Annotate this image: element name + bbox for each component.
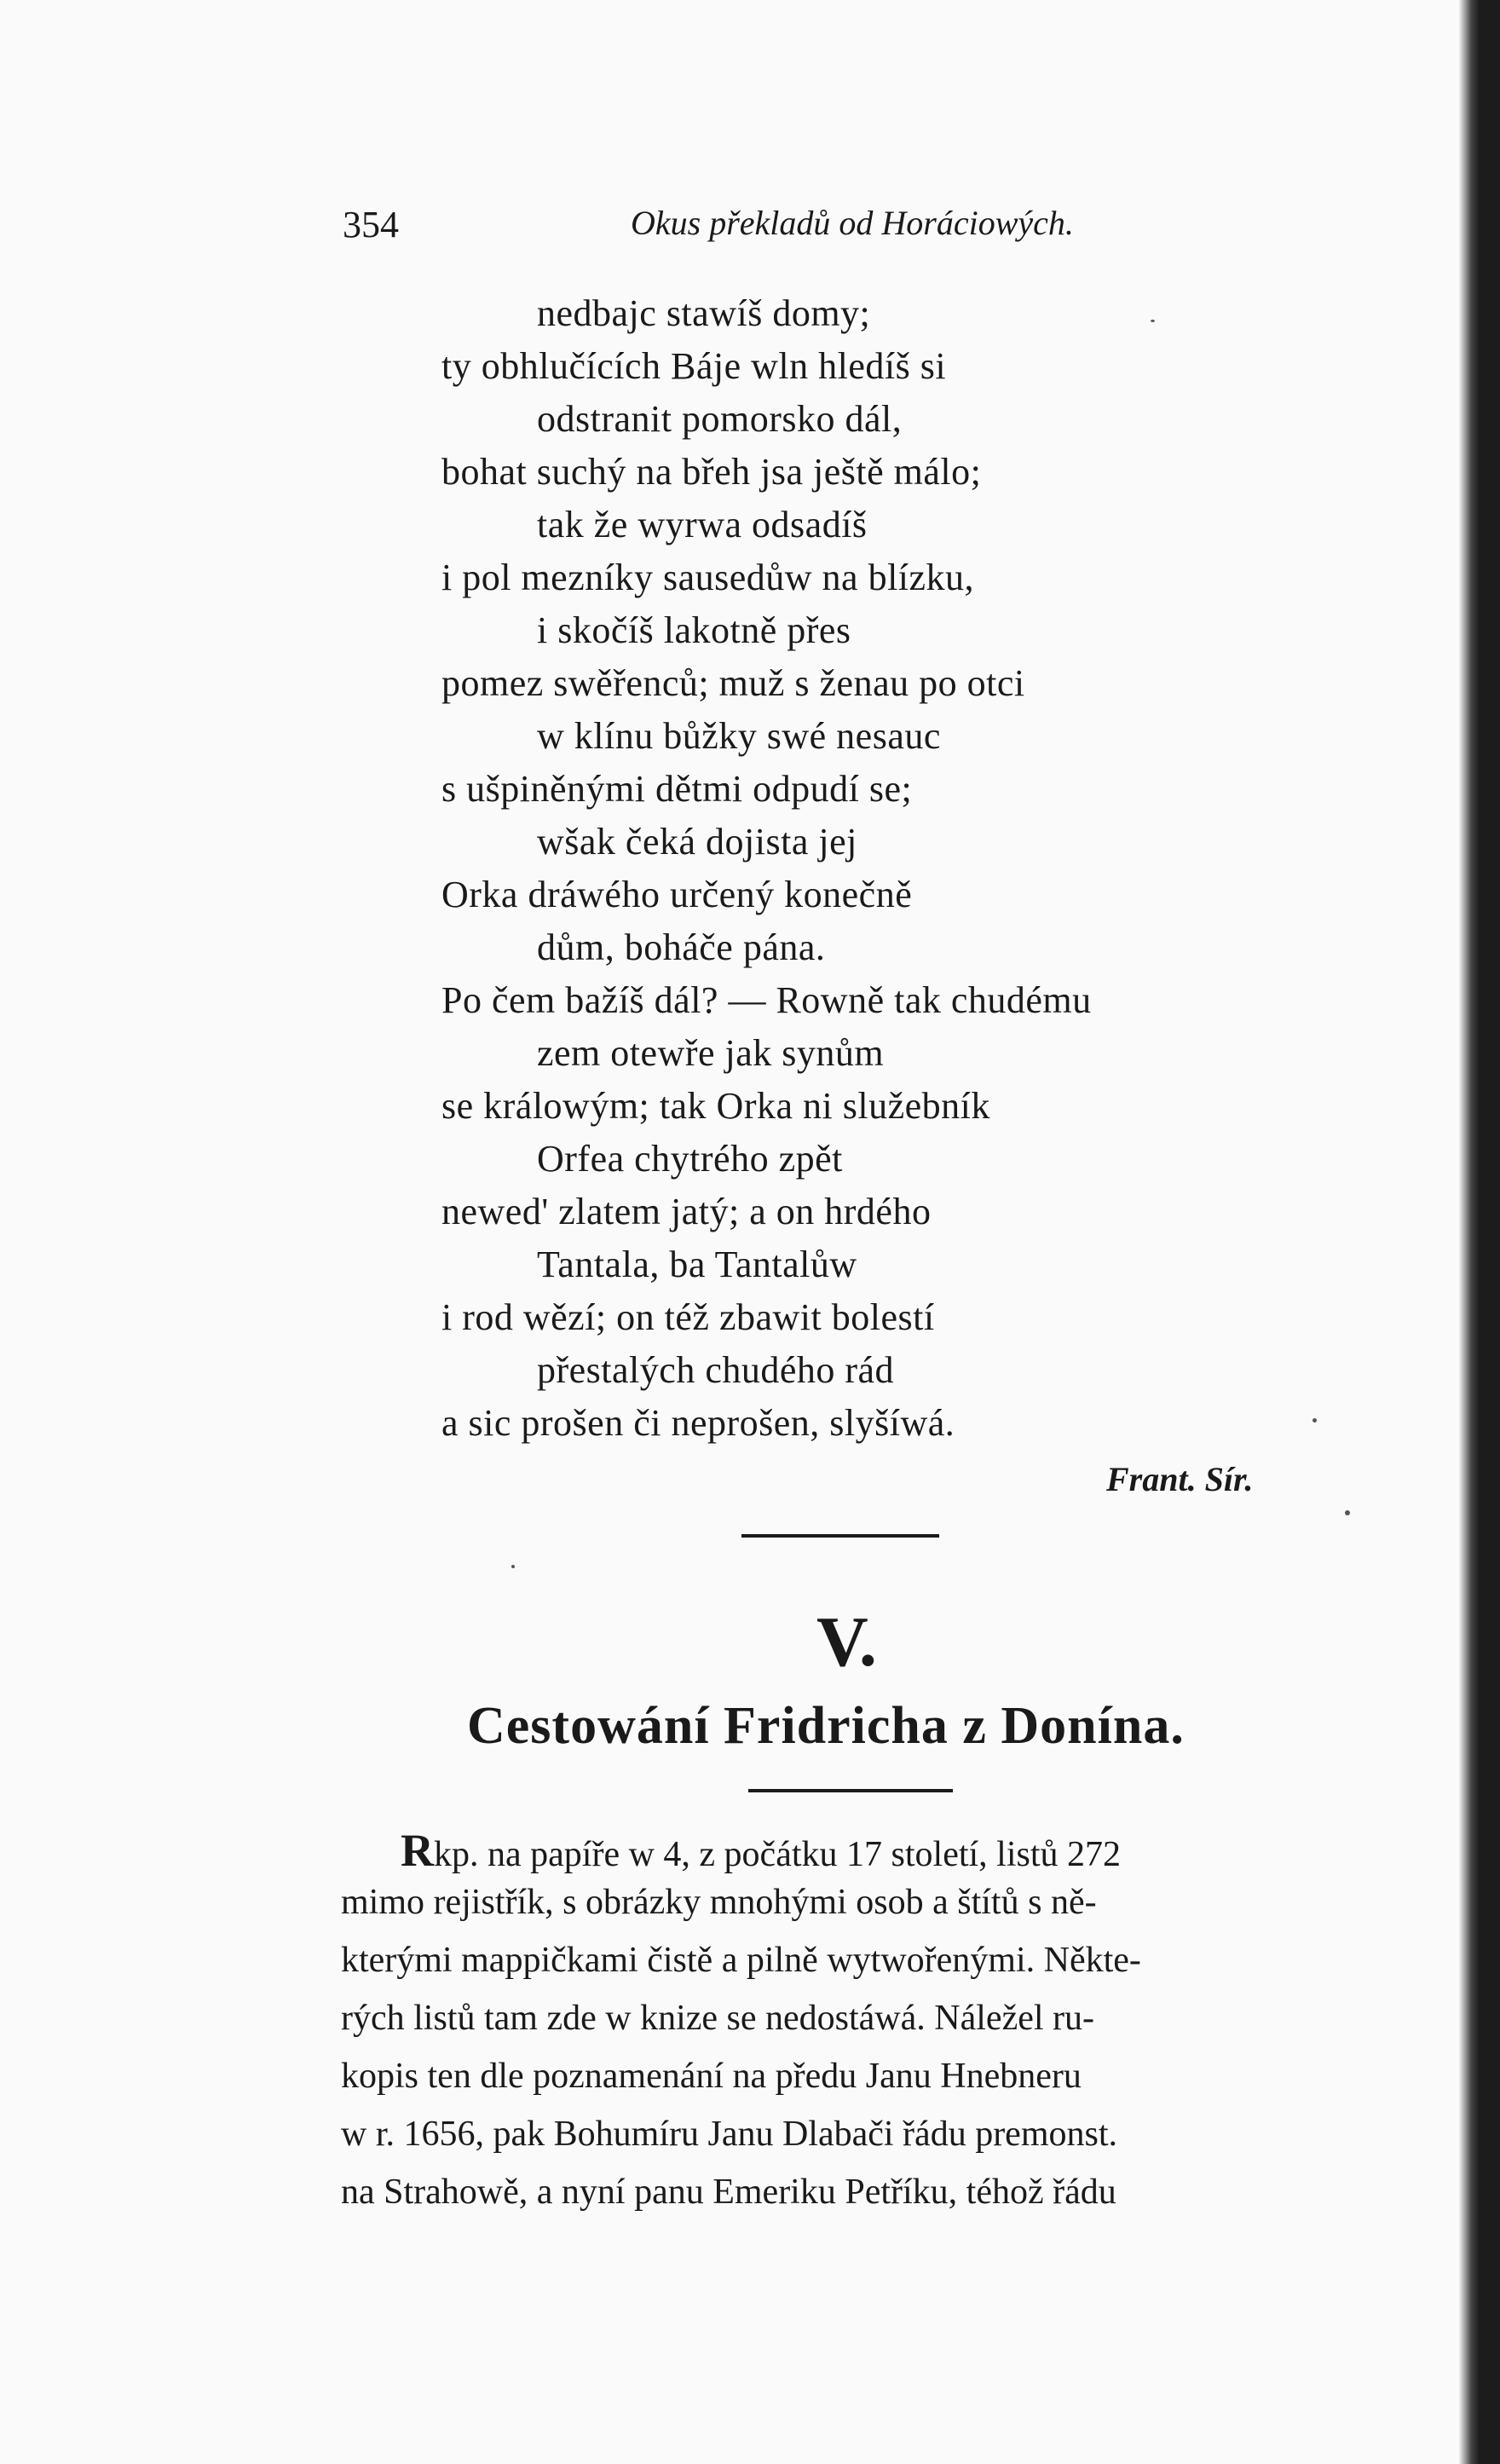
- poem-line: newed' zlatem jatý; a on hrdého: [441, 1191, 932, 1232]
- running-title: Okus překladů od Horáciowých.: [631, 204, 1074, 242]
- poem-line: přestalých chudého rád: [537, 1349, 895, 1391]
- poem-line: Orka dráwého určený konečně: [441, 874, 913, 915]
- poem-line: Orfea chytrého zpět: [537, 1138, 843, 1180]
- prose-line: mimo rejistřík, s obrázky mnohými osob a štítů s ně-: [341, 1883, 1097, 1922]
- poem-line: Tantala, ba Tantalůw: [537, 1244, 857, 1285]
- poem-line: w klínu bůžky swé nesauc: [537, 715, 941, 757]
- poem-line: wšak čeká dojista jej: [537, 821, 857, 863]
- page-header: [0, 203, 1479, 254]
- poem-line: ty obhlučících Báje wln hledíš si: [441, 345, 947, 387]
- poem-line: i rod wězí; on též zbawit bolestí: [441, 1296, 935, 1338]
- poem-signature: Frant. Sír.: [1106, 1460, 1254, 1498]
- poem-line: i pol mezníky sausedůw na blízku,: [441, 557, 975, 598]
- poem-line: tak že wyrwa odsadíš: [537, 504, 868, 545]
- divider-rule: [748, 1789, 953, 1792]
- prose-line: w r. 1656, pak Bohumíru Janu Dlabači řádu premonst.: [341, 2115, 1117, 2154]
- prose-line: na Strahowě, a nyní panu Emeriku Petříku, téhož řádu: [341, 2173, 1116, 2212]
- poem-line: i skočíš lakotně přes: [537, 609, 851, 651]
- prose-line-text: kp. na papíře w 4, z počátku 17 století, listů 272: [434, 1835, 1122, 1874]
- prose-line: [401, 1824, 1376, 1877]
- paper-speck: [1151, 320, 1155, 322]
- divider-rule: [741, 1534, 939, 1538]
- prose-line: kopis ten dle poznamenání na předu Janu Hnebneru: [341, 2057, 1082, 2096]
- poem-line: a sic prošen či neprošen, slyšíwá.: [441, 1402, 955, 1444]
- drop-cap: R: [401, 1825, 434, 1876]
- poem-line: s ušpiněnými dětmi odpudí se;: [441, 768, 913, 810]
- paper-speck: [511, 1565, 515, 1568]
- poem-line: dům, boháče pána.: [537, 926, 826, 968]
- poem-line: Po čem bažíš dál? — Rowně tak chudému: [441, 979, 1092, 1021]
- poem-line: nedbajc stawíš domy;: [537, 292, 871, 334]
- section-numeral: V.: [816, 1602, 877, 1682]
- prose-line: kterými mappičkami čistě a pilně wytwořenými. Někte-: [341, 1941, 1141, 1980]
- prose-line: rých listů tam zde w knize se nedostáwá. Náležel ru-: [341, 1999, 1094, 2038]
- paper-speck: [1312, 1418, 1317, 1422]
- poem-line: pomez swěřenců; muž s ženau po otci: [441, 662, 1025, 704]
- paper-speck: [1345, 1510, 1350, 1515]
- poem-line: bohat suchý na břeh jsa ještě málo;: [441, 451, 982, 493]
- poem-line: zem otewře jak synům: [537, 1032, 885, 1074]
- page-edge-shadow: [1459, 0, 1480, 2464]
- poem-line: odstranit pomorsko dál,: [537, 398, 903, 440]
- section-title: Cestowání Fridricha z Donína.: [467, 1697, 1185, 1755]
- poem-line: se králowým; tak Orka ni služebník: [441, 1085, 990, 1127]
- page-number: 354: [343, 204, 399, 245]
